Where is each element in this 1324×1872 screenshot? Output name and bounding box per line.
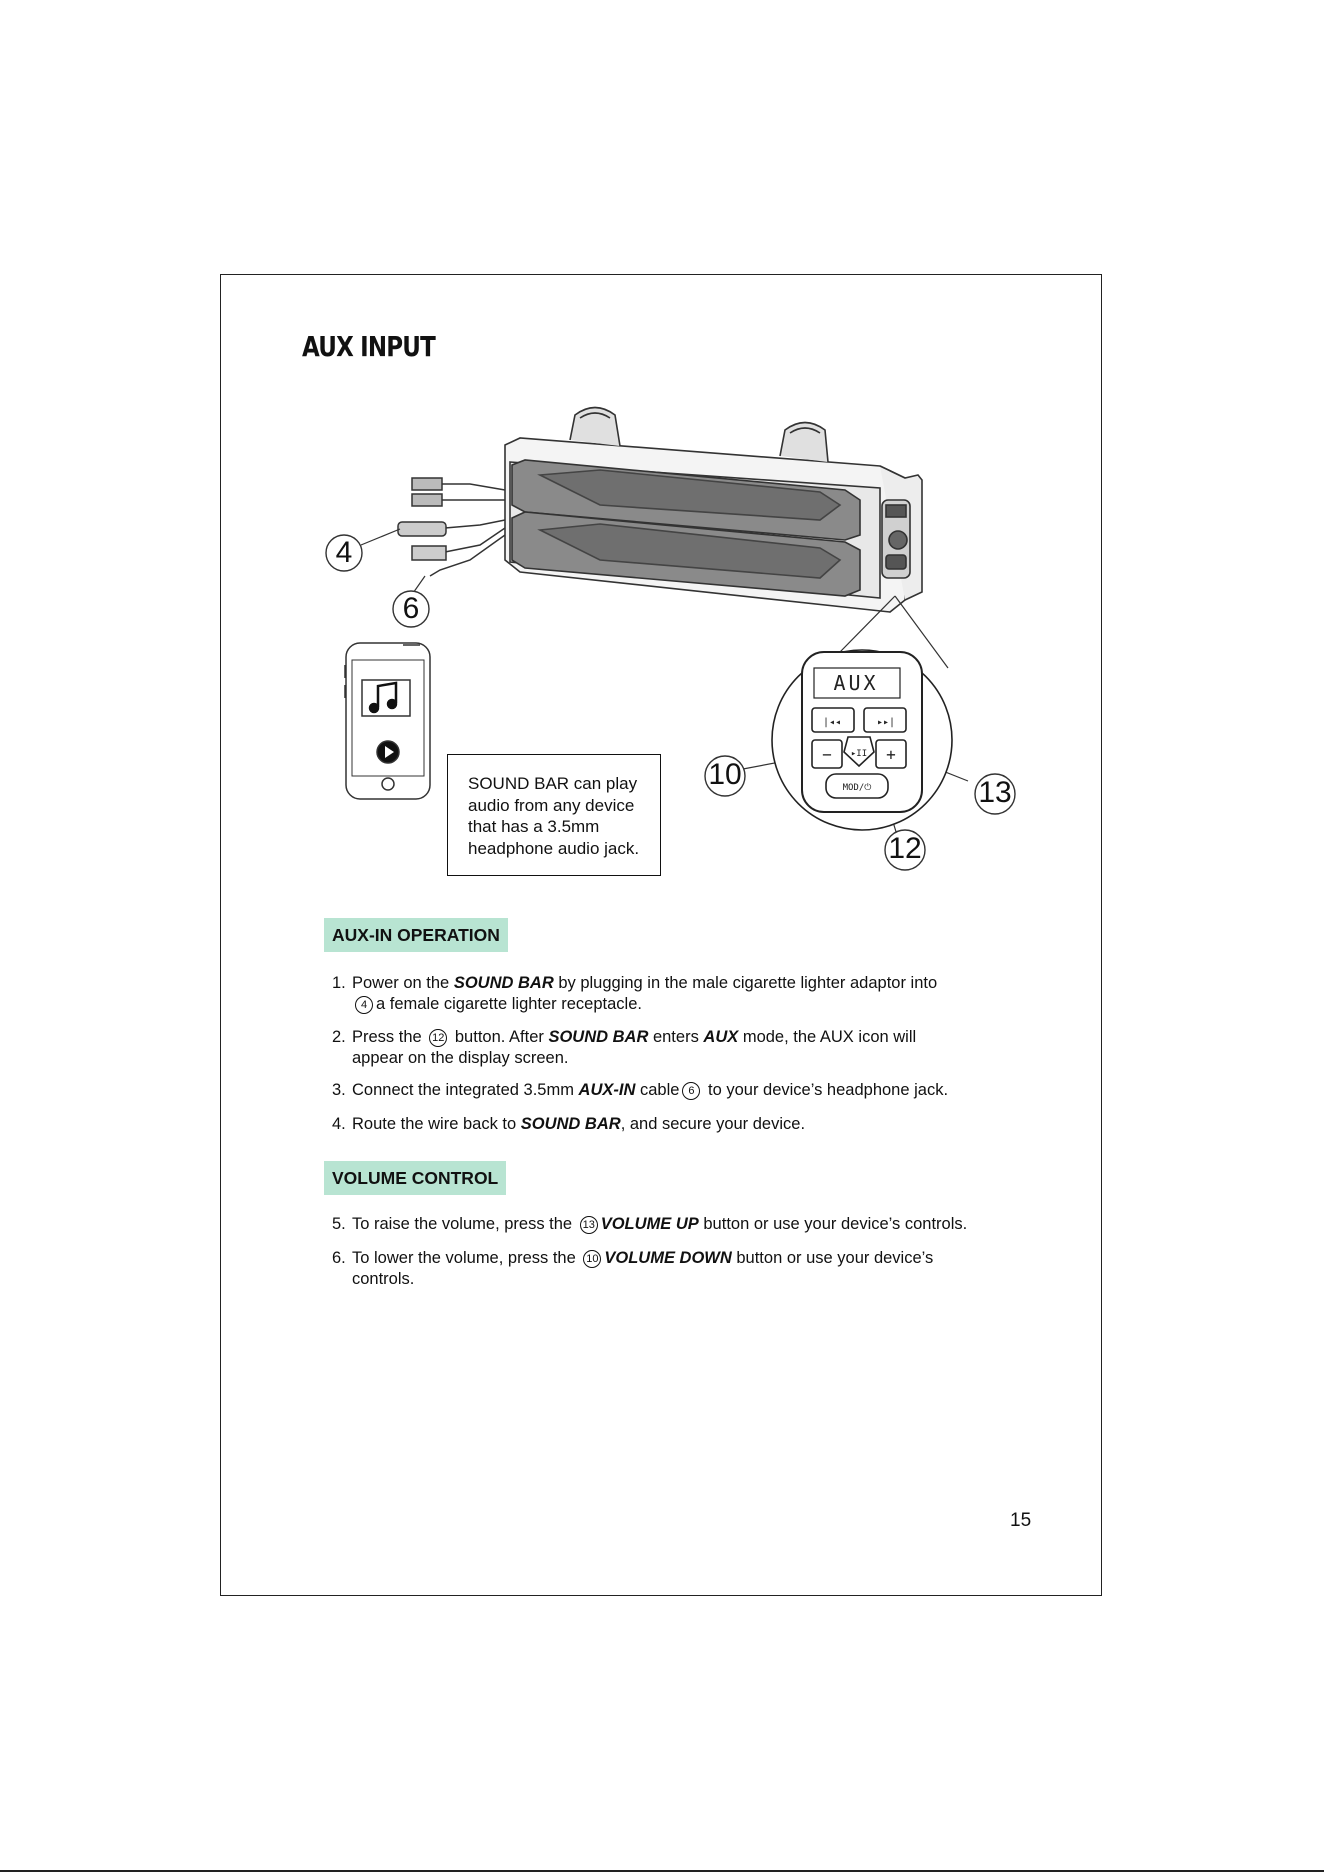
label-6: 6 [402, 592, 420, 625]
svg-text:▸II: ▸II [850, 749, 868, 759]
phone-illustration [345, 643, 430, 799]
callout-number-icon: 6 [682, 1082, 700, 1100]
step-6: 6. To lower the volume, press the 10 VOLUME DOWN button or use your device’s controls. [332, 1249, 934, 1288]
callout-number-icon: 13 [580, 1216, 598, 1234]
callout-number-icon: 10 [583, 1250, 601, 1268]
section-heading-volume: VOLUME CONTROL [324, 1161, 506, 1195]
section-heading-aux-in: AUX-IN OPERATION [324, 918, 508, 952]
label-13: 13 [978, 776, 1012, 809]
sound-bar-body [505, 408, 922, 613]
svg-text:▸▸|: ▸▸| [876, 717, 896, 728]
step-1: 1. Power on the SOUND BAR by plugging in the male cigarette lighter adaptor into 4 a female cigarette lighter receptacle. [332, 974, 938, 1013]
step-4: 4. Route the wire back to SOUND BAR, and secure your device. [332, 1115, 806, 1133]
callout-number-icon: 4 [355, 996, 373, 1014]
svg-text:−: − [822, 745, 832, 764]
aux-display-text: AUX [833, 671, 879, 695]
label-10: 10 [708, 758, 742, 791]
label-4: 4 [335, 536, 353, 569]
callout-line: headphone audio jack. [468, 838, 640, 858]
callout-line: audio from any device [468, 795, 635, 815]
step-3: 3. Connect the integrated 3.5mm AUX-IN cable 6 to your device’s headphone jack. [332, 1081, 949, 1099]
svg-text:|◂◂: |◂◂ [822, 717, 842, 728]
step-2: 2. Press the 12 button. After SOUND BAR enters AUX mode, the AUX icon will appear on the display screen. [332, 1028, 917, 1067]
page-number: 15 [1010, 1510, 1032, 1531]
callout-line: that has a 3.5mm [468, 817, 600, 836]
callout-number-icon: 12 [429, 1029, 447, 1047]
callout-line: SOUND BAR can play [468, 774, 638, 793]
svg-text:MOD/⏻: MOD/⏻ [842, 783, 872, 793]
svg-text:+: + [886, 745, 896, 764]
label-12: 12 [888, 832, 922, 865]
page-title: AUX INPUT [302, 330, 435, 363]
callout-box [447, 754, 661, 876]
cables [398, 478, 505, 576]
step-5: 5. To raise the volume, press the 13 VOLUME UP button or use your device’s controls. [332, 1215, 968, 1233]
